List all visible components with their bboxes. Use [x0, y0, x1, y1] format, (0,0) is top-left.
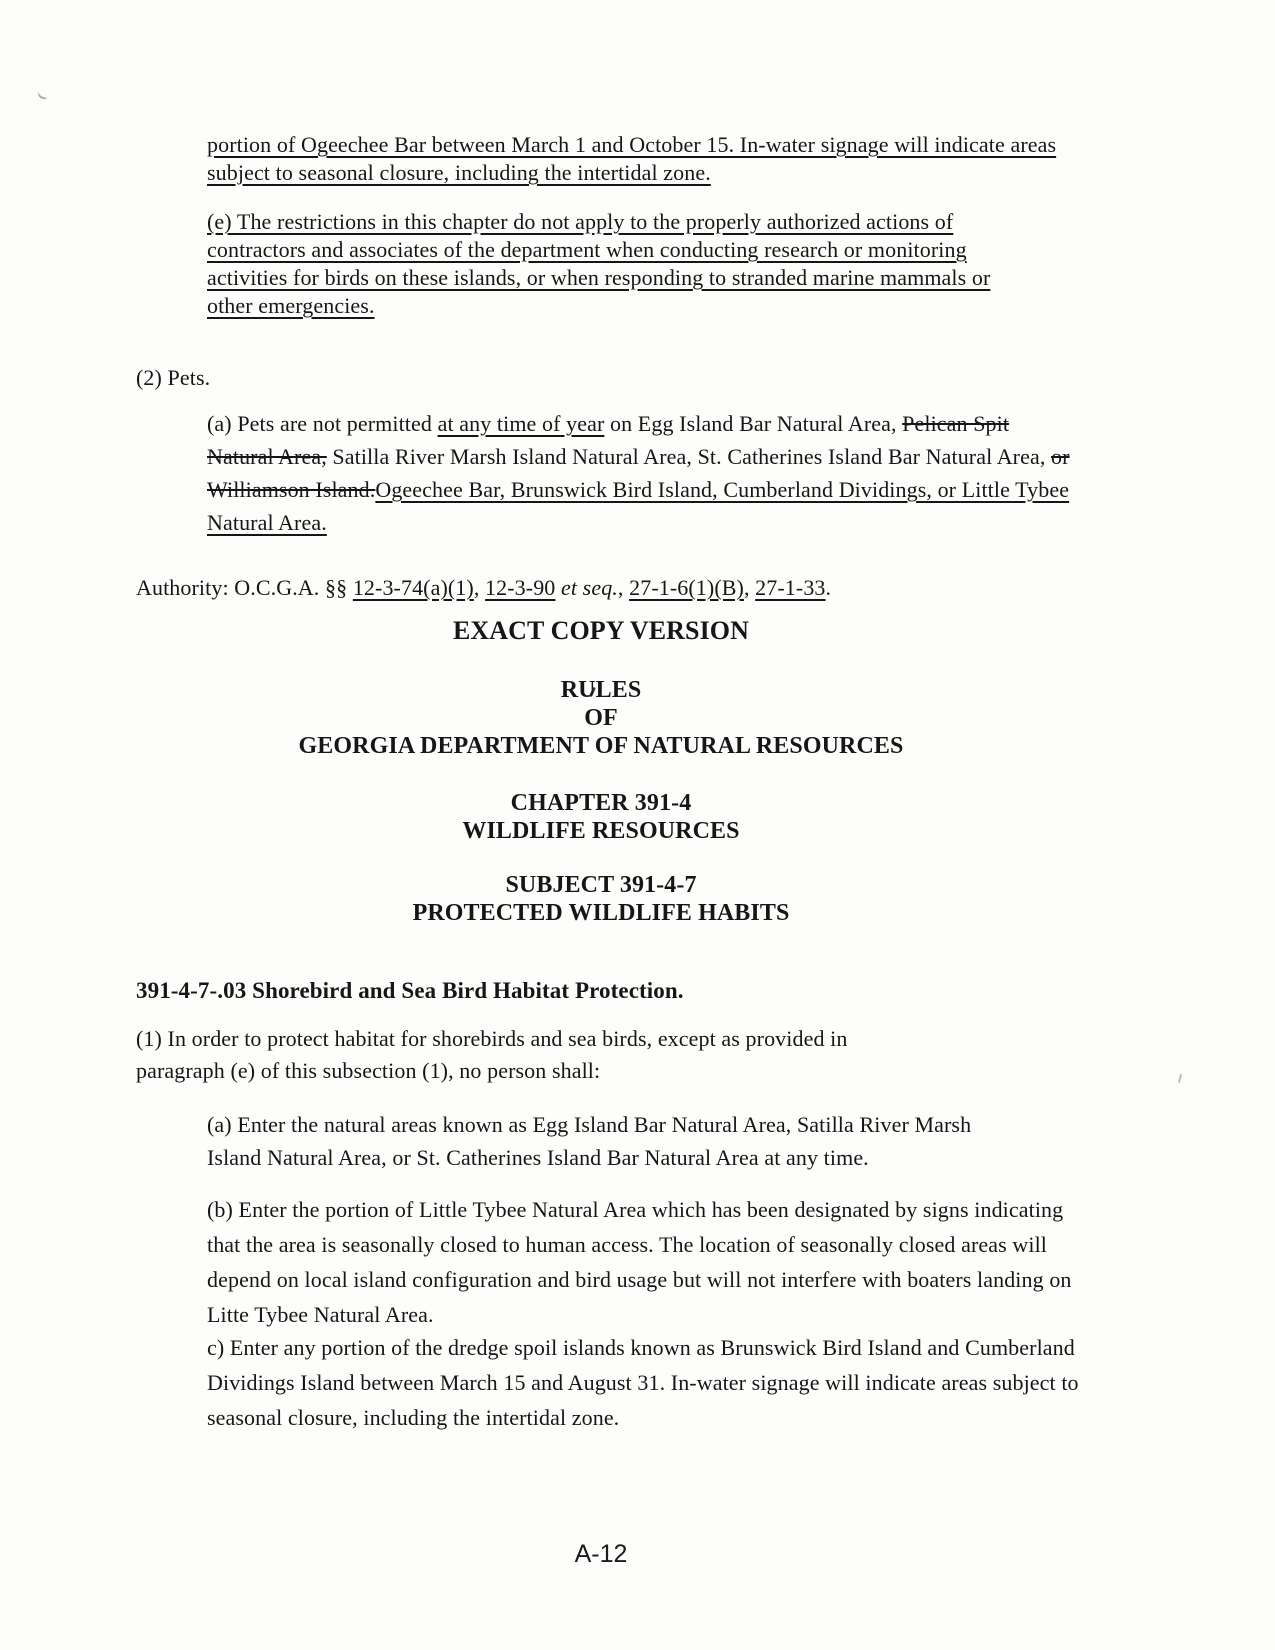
text-line [207, 292, 1167, 320]
title-text: RULES [560, 677, 642, 703]
text-line [207, 208, 1167, 236]
title-text: SUBJECT 391-4-7 [505, 872, 697, 898]
struck-text: Pelican Spit [902, 411, 1010, 436]
heading-text: 391-4-7-.03 Shorebird and Sea Bird Habitat Protection. [136, 978, 684, 1003]
text-run: , [617, 575, 630, 600]
text-line [207, 1297, 1167, 1332]
title-line [136, 676, 1066, 704]
text-line [207, 131, 1167, 159]
text-run: (b) Enter the portion of Little Tybee Natural Area which has been designated by signs indicating [207, 1197, 1064, 1222]
citation: 12-3-90 [485, 575, 556, 600]
struck-text: or [1051, 444, 1070, 469]
text-line [207, 1141, 1167, 1174]
text-run: (a) Enter the natural areas known as Egg Island Bar Natural Area, Satilla River Marsh [207, 1112, 972, 1137]
text-run: Satilla River Marsh Island Natural Area, St. Catherines Island Bar Natural Area, [326, 444, 1052, 469]
title-text: EXACT COPY VERSION [452, 616, 750, 645]
paragraph-1c [207, 1330, 1167, 1435]
text-line [207, 236, 1167, 264]
text-run: Dividings Island between March 15 and August 31. In-water signage will indicate areas subject to [207, 1370, 1079, 1395]
section-03-heading [136, 977, 1146, 1005]
citation: 27-1-33 [755, 575, 826, 600]
title-subject [136, 871, 1066, 927]
title-line [136, 871, 1066, 899]
title-text: GEORGIA DEPARTMENT OF NATURAL RESOURCES [298, 733, 904, 759]
text-line [207, 1365, 1167, 1400]
title-line [136, 817, 1066, 845]
underlined-text: activities for birds on these islands, or when responding to stranded marine mammals or [207, 265, 991, 290]
text-run: on Egg Island Bar Natural Area, [604, 411, 903, 436]
paragraph-2a [207, 407, 1167, 539]
underlined-text: contractors and associates of the department when conducting research or monitoring [207, 237, 967, 262]
text-run: (a) Pets are not permitted [207, 411, 438, 436]
page-number: A-12 [574, 1540, 628, 1568]
title-text: PROTECTED WILDLIFE HABITS [412, 900, 790, 926]
text-line [136, 574, 1146, 602]
title-chapter [136, 789, 1066, 845]
text-line [207, 1262, 1167, 1297]
struck-text: Natural Area, [207, 444, 327, 469]
et-seq-text: et seq. [555, 575, 618, 600]
text-run: Litte Tybee Natural Area. [207, 1302, 434, 1327]
title-line [136, 704, 1066, 732]
section-2-heading [136, 364, 1146, 392]
text-line [207, 264, 1167, 292]
text-run: depend on local island configuration and bird usage but will not interfere with boaters landing on [207, 1267, 1072, 1292]
title-text: WILDLIFE RESOURCES [462, 818, 740, 844]
scan-artifact [1178, 1074, 1182, 1083]
paragraph-d-continuation [207, 131, 1167, 187]
underlined-text: other emergencies. [207, 293, 375, 318]
text-line [207, 1192, 1167, 1227]
text-line [207, 1227, 1167, 1262]
text-run: , [743, 575, 756, 600]
paragraph-1a [207, 1108, 1167, 1174]
citation: 27-1-6(1)(B) [629, 575, 744, 600]
title-rules-of-department [136, 676, 1066, 760]
text-run: . [825, 575, 832, 600]
authority-line [136, 574, 1146, 602]
text-run: (1) In order to protect habitat for shorebirds and sea birds, except as provided in [136, 1026, 848, 1051]
text-line [207, 473, 1167, 506]
title-line [136, 732, 1066, 760]
title-text: OF [584, 705, 618, 731]
text-run: that the area is seasonally closed to human access. The location of seasonally closed areas will [207, 1232, 1048, 1257]
paragraph-1 [136, 1023, 1146, 1087]
text-line [207, 1330, 1167, 1365]
text-line [207, 440, 1167, 473]
text-run: Authority: O.C.G.A. §§ [136, 575, 353, 600]
text-line [207, 1400, 1167, 1435]
underlined-text: subject to seasonal closure, including the intertidal zone. [207, 160, 711, 185]
struck-text: Williamson Island. [207, 477, 376, 502]
text-line [207, 159, 1167, 187]
underlined-text: Natural Area. [207, 510, 327, 535]
scan-artifact [36, 87, 51, 101]
text-run: , [473, 575, 486, 600]
text-line [136, 1055, 1146, 1087]
section-label: (2) Pets. [136, 365, 211, 390]
citation: 12-3-74(a)(1) [352, 575, 474, 600]
title-text: CHAPTER 391-4 [510, 790, 692, 816]
text-line [207, 407, 1167, 440]
underlined-text: portion of Ogeechee Bar between March 1 and October 15. In-water signage will indicate areas [207, 132, 1057, 157]
underlined-text: at any time of year [437, 411, 605, 436]
title-exact-copy-version [136, 617, 1066, 645]
text-run: c) Enter any portion of the dredge spoil islands known as Brunswick Bird Island and Cumberland [207, 1335, 1075, 1360]
text-line [136, 1023, 1146, 1055]
underlined-text: Ogeechee Bar, Brunswick Bird Island, Cumberland Dividings, or Little Tybee [375, 477, 1070, 502]
title-line [136, 899, 1066, 927]
text-run: seasonal closure, including the intertidal zone. [207, 1405, 620, 1430]
title-line [136, 789, 1066, 817]
text-line [207, 1108, 1167, 1141]
underlined-text: (e) The restrictions in this chapter do not apply to the properly authorized actions of [207, 209, 954, 234]
text-run: paragraph (e) of this subsection (1), no person shall: [136, 1058, 601, 1083]
text-line [207, 506, 1167, 539]
paragraph-1b [207, 1192, 1167, 1332]
paragraph-e [207, 208, 1167, 320]
text-run: Island Natural Area, or St. Catherines Island Bar Natural Area at any time. [207, 1145, 869, 1170]
